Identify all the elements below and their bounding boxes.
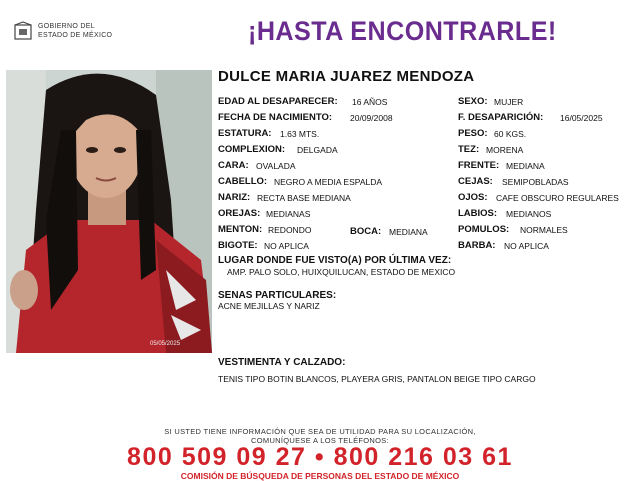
- cabello-value: NEGRO A MEDIA ESPALDA: [274, 177, 383, 187]
- frente-value: MEDIANA: [506, 161, 545, 171]
- marks-title: SENAS PARTICULARES:: [218, 290, 337, 301]
- bigote-label: BIGOTE:: [218, 240, 258, 251]
- desaparicion-label: F. DESAPARICIÓN:: [458, 112, 544, 123]
- nacimiento-value: 20/09/2008: [350, 113, 393, 123]
- marks-text: ACNE MEJILLAS Y NARIZ: [218, 301, 320, 311]
- headline: ¡HASTA ENCONTRARLE!: [248, 16, 557, 46]
- phone-numbers: 800 509 09 27 • 800 216 03 61: [127, 443, 513, 471]
- boca-value: MEDIANA: [389, 227, 428, 237]
- sexo-label: SEXO:: [458, 96, 488, 107]
- clothing-text: TENIS TIPO BOTIN BLANCOS, PLAYERA GRIS, PANTALON BEIGE TIPO CARGO: [218, 374, 536, 384]
- nariz-value: RECTA BASE MEDIANA: [257, 193, 351, 203]
- menton-label: MENTON:: [218, 224, 263, 235]
- estatura-label: ESTATURA:: [218, 128, 272, 139]
- sexo-value: MUJER: [494, 97, 524, 107]
- cejas-value: SEMIPOBLADAS: [502, 177, 569, 187]
- info-line-2: COMUNÍQUESE A LOS TELÉFONOS:: [251, 436, 389, 445]
- nariz-label: NARIZ:: [218, 192, 251, 203]
- missing-person-photo: [6, 70, 212, 353]
- menton-value: REDONDO: [268, 225, 312, 235]
- barba-value: NO APLICA: [504, 241, 549, 251]
- barba-label: BARBA:: [458, 240, 496, 251]
- commission-name: COMISIÓN DE BÚSQUEDA DE PERSONAS DEL ESTADO DE MÉXICO: [180, 471, 460, 481]
- estatura-value: 1.63 MTS.: [280, 129, 320, 139]
- state-seal-icon: [12, 21, 34, 43]
- pomulos-value: NORMALES: [520, 225, 568, 235]
- portrait-illustration: [6, 70, 212, 353]
- edad-value: 16 AÑOS: [352, 97, 388, 107]
- peso-label: PESO:: [458, 128, 488, 139]
- pomulos-label: POMULOS:: [458, 224, 510, 235]
- gov-line-2: ESTADO DE MÉXICO: [38, 32, 113, 39]
- labios-label: LABIOS:: [458, 208, 498, 219]
- ojos-label: OJOS:: [458, 192, 488, 203]
- last-seen-title: LUGAR DONDE FUE VISTO(A) POR ÚLTIMA VEZ:: [218, 255, 452, 266]
- bigote-value: NO APLICA: [264, 241, 309, 251]
- boca-label: BOCA:: [350, 226, 382, 237]
- cara-value: OVALADA: [256, 161, 296, 171]
- person-name: DULCE MARIA JUAREZ MENDOZA: [218, 68, 475, 85]
- government-logo: [12, 20, 122, 46]
- gov-line-1: GOBIERNO DEL: [38, 23, 95, 30]
- clothing-title: VESTIMENTA Y CALZADO:: [218, 357, 346, 368]
- peso-value: 60 KGS.: [494, 129, 527, 139]
- nacimiento-label: FECHA DE NACIMIENTO:: [218, 112, 332, 123]
- cara-label: CARA:: [218, 160, 249, 171]
- edad-label: EDAD AL DESAPARECER:: [218, 96, 338, 107]
- orejas-value: MEDIANAS: [266, 209, 311, 219]
- orejas-label: OREJAS:: [218, 208, 261, 219]
- complexion-label: COMPLEXION:: [218, 144, 286, 155]
- tez-value: MORENA: [486, 145, 524, 155]
- ojos-value: CAFE OBSCURO REGULARES: [496, 193, 619, 203]
- frente-label: FRENTE:: [458, 160, 500, 171]
- cabello-label: CABELLO:: [218, 176, 268, 187]
- tez-label: TEZ:: [458, 144, 480, 155]
- labios-value: MEDIANOS: [506, 209, 552, 219]
- cejas-label: CEJAS:: [458, 176, 493, 187]
- photo-timestamp: 05/05/2025: [150, 341, 181, 347]
- info-line-1: SI USTED TIENE INFORMACIÓN QUE SEA DE UTILIDAD PARA SU LOCALIZACIÓN,: [164, 427, 476, 436]
- desaparicion-value: 16/05/2025: [560, 113, 603, 123]
- complexion-value: DELGADA: [297, 145, 338, 155]
- last-seen-text: AMP. PALO SOLO, HUIXQUILUCAN, ESTADO DE MEXICO: [227, 267, 456, 277]
